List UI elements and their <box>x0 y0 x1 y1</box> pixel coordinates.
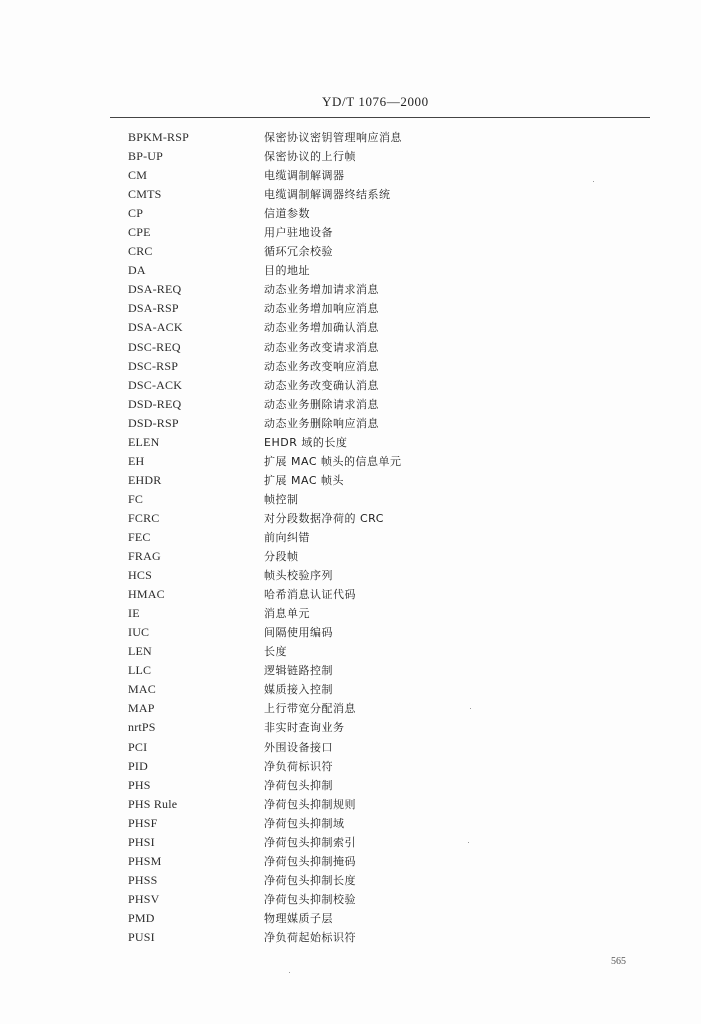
abbreviation-row <box>128 528 598 547</box>
abbreviation-list <box>128 128 598 947</box>
abbreviation-row <box>128 890 598 909</box>
abbreviation-row <box>128 604 598 623</box>
abbreviation-row <box>128 357 598 376</box>
abbreviation-row <box>128 795 598 814</box>
abbreviation-definition: 净荷包头抑制校验 <box>264 892 356 906</box>
abbreviation-definition: 哈希消息认证代码 <box>264 588 356 602</box>
abbreviation-definition: 净荷包头抑制域 <box>264 816 345 830</box>
abbreviation-term: BP-UP <box>128 149 164 164</box>
abbreviation-term: PHSS <box>128 872 158 887</box>
scan-speck <box>593 181 594 182</box>
abbreviation-definition: 动态业务改变确认消息 <box>264 378 379 392</box>
abbreviation-term: PHSM <box>128 853 162 868</box>
abbreviation-term: ELEN <box>128 434 160 449</box>
abbreviation-row <box>128 318 598 337</box>
abbreviation-term: EH <box>128 453 145 468</box>
abbreviation-definition: 扩展 MAC 帧头的信息单元 <box>264 454 402 468</box>
abbreviation-term: PHSV <box>128 891 160 906</box>
abbreviation-definition: 非实时查询业务 <box>264 721 345 735</box>
abbreviation-row <box>128 718 598 737</box>
abbreviation-row <box>128 642 598 661</box>
abbreviation-row <box>128 223 598 242</box>
abbreviation-term: MAC <box>128 682 156 697</box>
abbreviation-row <box>128 338 598 357</box>
abbreviation-definition: 净荷包头抑制掩码 <box>264 854 356 868</box>
abbreviation-row <box>128 242 598 261</box>
abbreviation-term: HMAC <box>128 587 165 602</box>
abbreviation-definition: 长度 <box>264 645 287 659</box>
abbreviation-definition: 动态业务改变请求消息 <box>264 340 379 354</box>
abbreviation-row <box>128 909 598 928</box>
abbreviation-term: CMTS <box>128 187 162 202</box>
abbreviation-row <box>128 299 598 318</box>
abbreviation-definition: 净负荷标识符 <box>264 759 333 773</box>
abbreviation-row <box>128 738 598 757</box>
abbreviation-term: MAP <box>128 701 155 716</box>
abbreviation-term: DSA-RSP <box>128 301 179 316</box>
abbreviation-definition: 消息单元 <box>264 607 310 621</box>
abbreviation-definition: 用户驻地设备 <box>264 226 333 240</box>
abbreviation-definition: 动态业务增加请求消息 <box>264 283 379 297</box>
abbreviation-row <box>128 509 598 528</box>
abbreviation-row <box>128 166 598 185</box>
abbreviation-definition: 逻辑链路控制 <box>264 664 333 678</box>
abbreviation-row <box>128 680 598 699</box>
abbreviation-row <box>128 776 598 795</box>
abbreviation-definition: 循环冗余校验 <box>264 245 333 259</box>
abbreviation-row <box>128 661 598 680</box>
abbreviation-row <box>128 280 598 299</box>
abbreviation-definition: 扩展 MAC 帧头 <box>264 473 344 487</box>
abbreviation-definition: 动态业务增加响应消息 <box>264 302 379 316</box>
standard-id: YD/T 1076—2000 <box>322 94 429 109</box>
abbreviation-term: CRC <box>128 244 153 259</box>
abbreviation-row <box>128 128 598 147</box>
abbreviation-row <box>128 757 598 776</box>
abbreviation-row <box>128 814 598 833</box>
abbreviation-term: LLC <box>128 663 152 678</box>
header-rule <box>110 117 650 118</box>
abbreviation-term: DSC-RSP <box>128 358 179 373</box>
abbreviation-term: PHS Rule <box>128 796 178 811</box>
abbreviation-term: CM <box>128 168 148 183</box>
abbreviation-row <box>128 261 598 280</box>
abbreviation-definition: 分段帧 <box>264 550 299 564</box>
abbreviation-term: DSA-REQ <box>128 282 182 297</box>
abbreviation-row <box>128 471 598 490</box>
abbreviation-definition: 帧控制 <box>264 492 299 506</box>
page-header <box>0 94 701 114</box>
abbreviation-definition: 目的地址 <box>264 264 310 278</box>
scan-speck <box>468 842 469 843</box>
abbreviation-definition: 对分段数据净荷的 CRC <box>264 511 384 525</box>
abbreviation-row <box>128 490 598 509</box>
abbreviation-row <box>128 414 598 433</box>
abbreviation-definition: 帧头校验序列 <box>264 569 333 583</box>
abbreviation-row <box>128 452 598 471</box>
abbreviation-term: LEN <box>128 644 152 659</box>
abbreviation-row <box>128 395 598 414</box>
abbreviation-definition: 外围设备接口 <box>264 740 333 754</box>
abbreviation-row <box>128 871 598 890</box>
abbreviation-term: PID <box>128 758 148 773</box>
scan-speck <box>289 972 290 973</box>
abbreviation-term: FC <box>128 491 144 506</box>
abbreviation-definition: 净负荷起始标识符 <box>264 930 356 944</box>
abbreviation-term: PHSF <box>128 815 158 830</box>
abbreviation-term: IE <box>128 606 140 621</box>
abbreviation-definition: 保密协议的上行帧 <box>264 150 356 164</box>
abbreviation-term: CP <box>128 206 144 221</box>
abbreviation-definition: 间隔使用编码 <box>264 626 333 640</box>
abbreviation-row <box>128 852 598 871</box>
abbreviation-definition: 物理媒质子层 <box>264 911 333 925</box>
abbreviation-row <box>128 928 598 947</box>
abbreviation-definition: 动态业务增加确认消息 <box>264 321 379 335</box>
abbreviation-term: CPE <box>128 225 151 240</box>
abbreviation-term: DA <box>128 263 146 278</box>
abbreviation-definition: 信道参数 <box>264 207 310 221</box>
abbreviation-term: BPKM-RSP <box>128 130 189 144</box>
abbreviation-definition: 前向纠错 <box>264 530 310 544</box>
abbreviation-definition: 电缆调制解调器终结系统 <box>264 188 391 202</box>
abbreviation-term: nrtPS <box>128 720 156 735</box>
abbreviation-definition: 净荷包头抑制规则 <box>264 797 356 811</box>
abbreviation-term: DSD-REQ <box>128 396 182 411</box>
abbreviation-definition: 媒质接入控制 <box>264 683 333 697</box>
abbreviation-term: EHDR <box>128 472 162 487</box>
abbreviation-definition: 净荷包头抑制长度 <box>264 873 356 887</box>
abbreviation-row <box>128 204 598 223</box>
abbreviation-term: FCRC <box>128 510 160 525</box>
abbreviation-row <box>128 566 598 585</box>
abbreviation-term: DSC-REQ <box>128 339 181 354</box>
abbreviation-row <box>128 147 598 166</box>
abbreviation-term: PUSI <box>128 929 155 944</box>
abbreviation-term: DSD-RSP <box>128 415 179 430</box>
abbreviation-term: PHSI <box>128 834 155 849</box>
abbreviation-definition: 动态业务删除请求消息 <box>264 397 379 411</box>
abbreviation-row <box>128 376 598 395</box>
abbreviation-definition: EHDR 域的长度 <box>264 435 348 449</box>
abbreviation-row <box>128 185 598 204</box>
abbreviation-definition: 净荷包头抑制索引 <box>264 835 356 849</box>
abbreviation-definition: 保密协议密钥管理响应消息 <box>264 131 402 144</box>
abbreviation-term: DSC-ACK <box>128 377 183 392</box>
abbreviation-term: HCS <box>128 568 152 583</box>
abbreviation-row <box>128 585 598 604</box>
abbreviation-term: PMD <box>128 910 155 925</box>
abbreviation-row <box>128 623 598 642</box>
abbreviation-term: PCI <box>128 739 148 754</box>
scan-speck <box>470 708 471 709</box>
abbreviation-definition: 净荷包头抑制 <box>264 778 333 792</box>
abbreviation-definition: 上行带宽分配消息 <box>264 702 356 716</box>
abbreviation-row <box>128 833 598 852</box>
abbreviation-definition: 动态业务删除响应消息 <box>264 416 379 430</box>
page-number: 565 <box>611 956 626 967</box>
abbreviation-term: FRAG <box>128 549 161 564</box>
abbreviation-definition: 电缆调制解调器 <box>264 169 345 183</box>
abbreviation-row <box>128 699 598 718</box>
abbreviation-term: IUC <box>128 625 150 640</box>
abbreviation-term: PHS <box>128 777 151 792</box>
abbreviation-row <box>128 547 598 566</box>
abbreviation-term: FEC <box>128 529 151 544</box>
abbreviation-row <box>128 433 598 452</box>
abbreviation-term: DSA-ACK <box>128 320 183 335</box>
abbreviation-definition: 动态业务改变响应消息 <box>264 359 379 373</box>
